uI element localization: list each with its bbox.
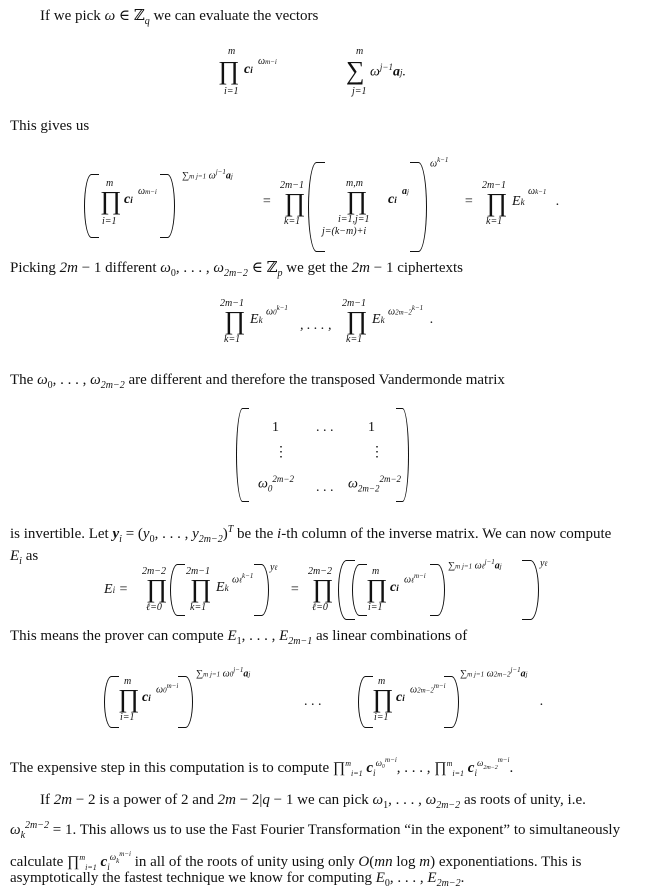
text-invertible: is invertible. Let $y_i = (y_0$, . . . , $y_{2m-2})^T$ be the i-th column of the inverse matrix. We can now compute — [10, 524, 612, 545]
text-vandermonde: The $\omega_0$, . . . , $\omega_{2m-2}$ are different and therefore the transposed Vandermonde matrix — [10, 372, 505, 391]
text-fft-line-3: calculate ∏$^m_{i=1}$ $c_i^{\omega_k^{m-i}}$ in all of the roots of unity using only O(mn log m) exponentiations. This is — [10, 850, 582, 872]
text-fft-line-2: $\omega_k^{2m-2} = 1$. This allows us to use the Fast Fourier Transformation “in the exponent” to simultaneously — [10, 820, 621, 841]
text-picking-omegas: Picking 2m − 1 different $\omega_0$, . . . , $\omega_{2m-2}$ ∈ ℤ$_p$ we get the 2m − 1 ciphertexts — [10, 260, 464, 279]
text-ei-as: $E_i$ as — [10, 548, 39, 567]
text-this-gives-us: This gives us — [10, 118, 90, 134]
text-fft-line-4: asymptotically the fastest technique we know for computing $E_0$, . . . , $E_{2m-2}$. — [10, 870, 465, 889]
text-line-pick-omega: If we pick ω ∈ ℤ$_q$ we can evaluate the vectors — [40, 8, 319, 27]
text-linear-combinations: This means the prover can compute $E_1$, . . . , $E_{2m-1}$ as linear combinations of — [10, 628, 468, 647]
text-fft-line-1: If 2m − 2 is a power of 2 and 2m − 2|q − 1 we can pick $\omega_1$, . . . , $\omega_{2m-2}$ as roots of unity, i.e. — [40, 792, 586, 811]
text-expensive-step: The expensive step in this computation is to compute ∏$^m_{i=1}$ $c_i^{\omega_0^{m-i}}$, . . . , ∏$^m_{i=1}$ $c_i^{\omega_{2m-2}^{m-i}}$. — [10, 756, 514, 778]
